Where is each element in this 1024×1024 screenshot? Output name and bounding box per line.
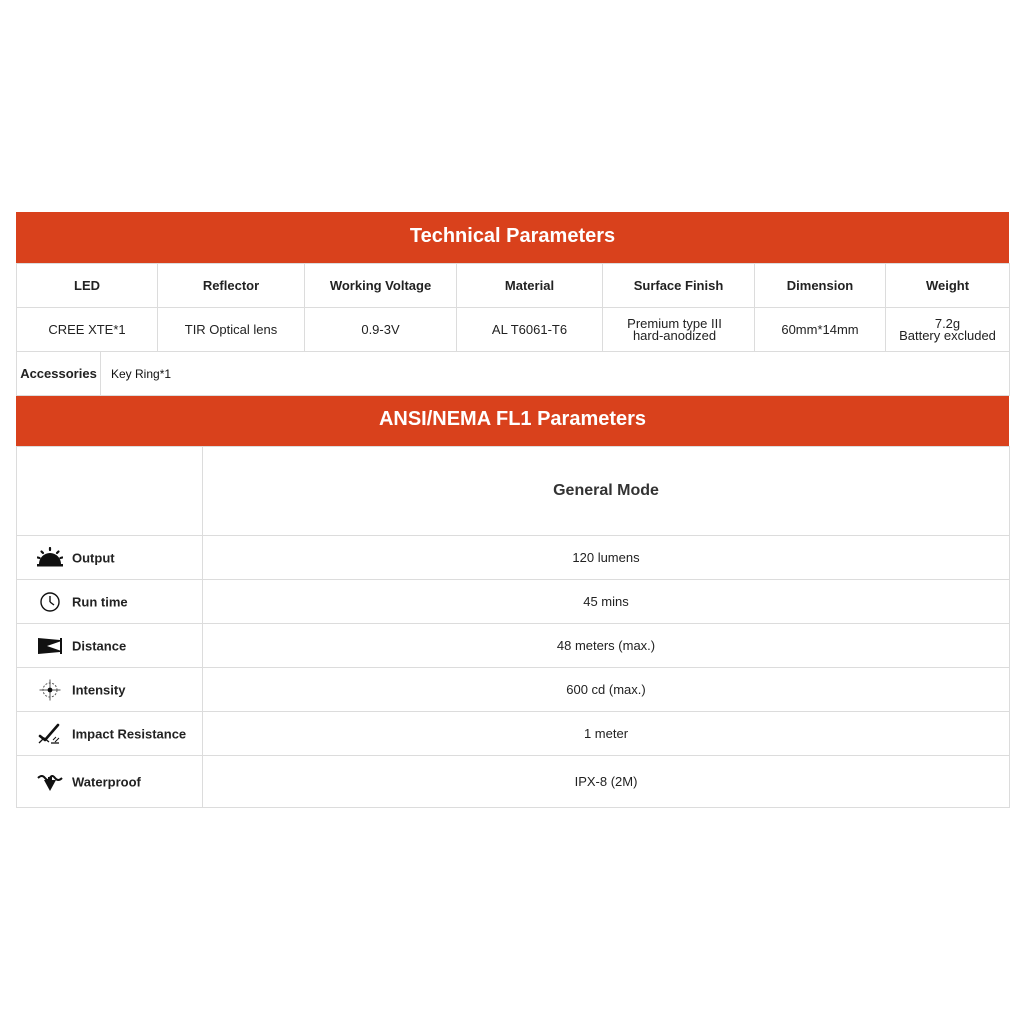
header-weight: Weight bbox=[886, 264, 1010, 308]
technical-parameters-title: Technical Parameters bbox=[409, 225, 616, 247]
run-time-value: 45 mins bbox=[203, 580, 1010, 624]
value-dimension bbox=[755, 308, 886, 352]
value-surface-finish bbox=[603, 308, 755, 352]
spec-value-row bbox=[17, 308, 1010, 352]
table-row bbox=[17, 756, 1010, 808]
run-time-label: Run time bbox=[72, 594, 128, 609]
value-led bbox=[17, 308, 158, 352]
spec-header-row bbox=[17, 264, 1010, 308]
table-row bbox=[17, 624, 1010, 668]
impact-resistance-label-cell bbox=[17, 712, 203, 756]
waterproof-label-cell bbox=[17, 756, 203, 808]
accessories-table bbox=[16, 351, 1010, 396]
intensity-value: 600 cd (max.) bbox=[203, 668, 1010, 712]
intensity-label-cell bbox=[17, 668, 203, 712]
table-row bbox=[17, 580, 1010, 624]
impact-icon bbox=[37, 723, 63, 745]
fl1-header-row bbox=[17, 447, 1010, 536]
fl1-parameters-title: ANSI/NEMA FL1 Parameters bbox=[378, 408, 647, 430]
output-label: Output bbox=[72, 550, 115, 565]
header-reflector: Reflector bbox=[158, 264, 305, 308]
distance-label-cell bbox=[17, 624, 203, 668]
value-material-text: AL T6061-T6 bbox=[491, 321, 568, 337]
crosshair-icon bbox=[37, 679, 63, 701]
general-mode-title: General Mode bbox=[203, 447, 1010, 536]
fl1-parameters-banner bbox=[16, 396, 1009, 446]
table-row bbox=[17, 536, 1010, 580]
impact-resistance-label: Impact Resistance bbox=[72, 726, 187, 741]
accessories-label: Accessories bbox=[17, 352, 101, 396]
value-reflector bbox=[158, 308, 305, 352]
value-led-text: CREE XTE*1 bbox=[48, 321, 126, 337]
table-row bbox=[17, 668, 1010, 712]
header-led: LED bbox=[17, 264, 158, 308]
output-value: 120 lumens bbox=[203, 536, 1010, 580]
accessories-value: Key Ring*1 bbox=[101, 352, 1010, 396]
table-row bbox=[17, 712, 1010, 756]
waterproof-label: Waterproof bbox=[72, 774, 141, 789]
clock-icon bbox=[37, 591, 63, 613]
value-reflector-text: TIR Optical lens bbox=[184, 321, 278, 337]
technical-parameters-banner bbox=[16, 212, 1009, 263]
value-weight-line1: 7.2g bbox=[934, 315, 961, 331]
value-material bbox=[457, 308, 603, 352]
run-time-label-cell bbox=[17, 580, 203, 624]
distance-icon bbox=[37, 635, 63, 657]
output-label-cell bbox=[17, 536, 203, 580]
header-working-voltage: Working Voltage bbox=[305, 264, 457, 308]
value-weight bbox=[886, 308, 1010, 352]
value-surface-finish-line1: Premium type III bbox=[627, 315, 722, 331]
waterproof-icon bbox=[37, 771, 63, 793]
value-working-voltage-text: 0.9-3V bbox=[361, 321, 400, 337]
header-material: Material bbox=[457, 264, 603, 308]
spec-sheet bbox=[16, 212, 1009, 808]
impact-resistance-value: 1 meter bbox=[203, 712, 1010, 756]
fl1-header-blank bbox=[17, 447, 203, 536]
technical-parameters-table bbox=[16, 263, 1010, 352]
waterproof-value: IPX-8 (2M) bbox=[203, 756, 1010, 808]
header-dimension: Dimension bbox=[755, 264, 886, 308]
distance-label: Distance bbox=[72, 638, 127, 653]
value-dimension-text: 60mm*14mm bbox=[781, 321, 859, 337]
fl1-parameters-table bbox=[16, 446, 1010, 808]
accessories-row bbox=[17, 352, 1010, 396]
header-surface-finish: Surface Finish bbox=[603, 264, 755, 308]
distance-value: 48 meters (max.) bbox=[203, 624, 1010, 668]
value-surface-finish-line2: hard-anodized bbox=[632, 327, 717, 343]
value-working-voltage bbox=[305, 308, 457, 352]
output-icon bbox=[37, 547, 63, 569]
intensity-label: Intensity bbox=[72, 682, 126, 697]
value-weight-line2: Battery excluded bbox=[899, 327, 996, 343]
